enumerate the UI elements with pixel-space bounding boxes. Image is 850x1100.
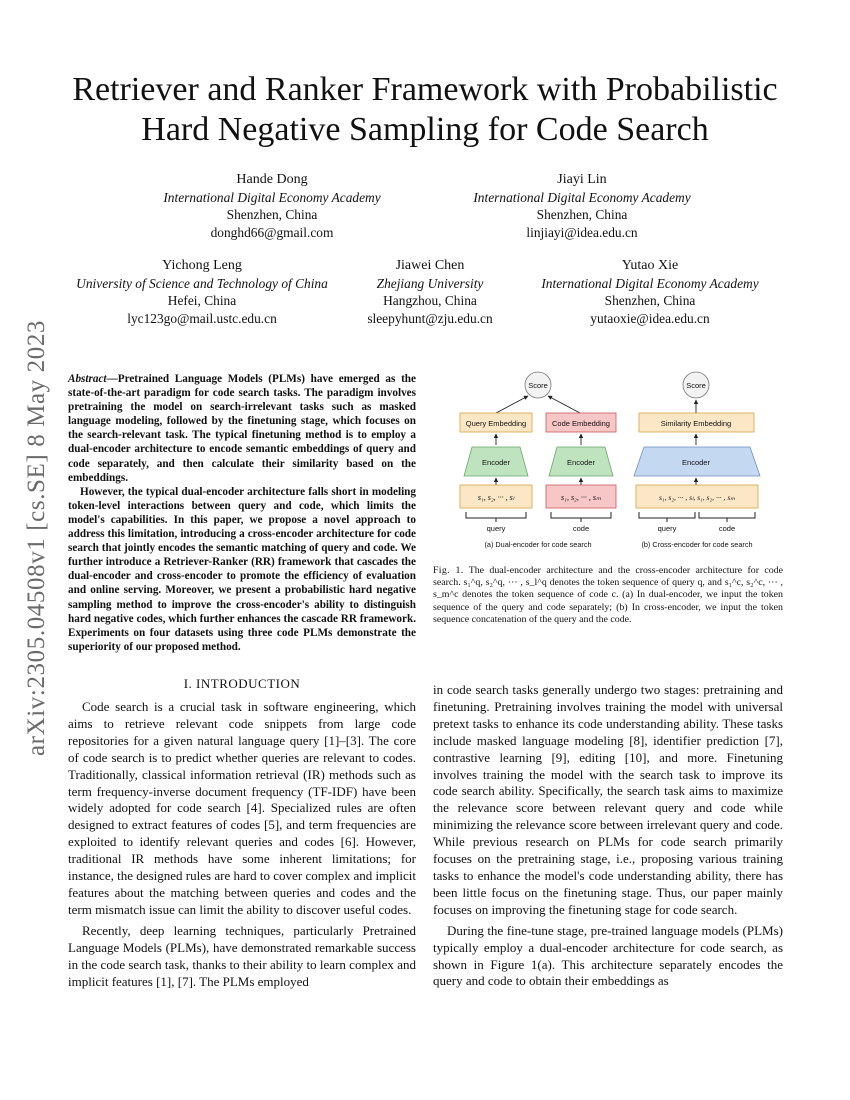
figure-caption xyxy=(433,565,783,626)
intro-right-paragraph-2: During the fine-tune stage, pre-trained language models (PLMs) typically employ a dual-encoder architecture for code search, as shown in Figure 1(a). This architecture separately encodes the query and code to obtain their embeddings as xyxy=(433,922,783,989)
intro-paragraph-2: Recently, deep learning techniques, particularly Pretrained Language Models (PLMs), have demonstrated remarkable success in the code search task, thanks to their ability to learn complex and implicit features [1], [7]. The PLMs employed xyxy=(68,922,416,989)
author-location: Shenzhen, China xyxy=(536,207,628,222)
concat-token-sequence: s₁, s₂, ··· , sₗ, s₁, s₂, ··· , sₘ xyxy=(658,493,736,502)
title-line-1: Retriever and Ranker Framework with Probabilistic xyxy=(72,71,778,108)
author-location: Hangzhou, China xyxy=(383,293,477,308)
author-block xyxy=(510,257,790,327)
intro-left-column xyxy=(68,699,416,994)
query-encoder-label: Encoder xyxy=(482,458,510,467)
code-encoder-label: Encoder xyxy=(567,458,595,467)
author-name: Hande Dong xyxy=(236,172,308,187)
intro-paragraph-1: Code search is a crucial task in software engineering, which aims to retrieve relevant code snippets from large code repositories for a given natural language query [1]–[3]. The core of code search is to predict whether queries are relevant to codes. Traditionally, classical information retrieval (IR) methods such as term frequency-inverse document frequency (TF-IDF) have been widely adopted for code search [4]. Specialized rules are often designed to extract features of codes [5], and term frequencies are exploited to identify relevant queries and codes [6]. However, traditional IR methods have some inherent limitations; for instance, the designed rules are hard to cover complex and implicit features about the matching between queries and codes and the term mismatch issue can limit the ability to discover useful codes. xyxy=(68,699,416,917)
arxiv-stamp xyxy=(22,298,52,778)
code-label-b: code xyxy=(718,524,736,533)
query-token-sequence: s₁, s₂, ··· , sₗ xyxy=(477,493,515,502)
code-token-sequence: s₁, s₂, ··· , sₘ xyxy=(561,493,601,502)
author-name: Yutao Xie xyxy=(621,258,679,273)
code-label-a: code xyxy=(572,524,590,533)
title-line-2: Hard Negative Sampling for Code Search xyxy=(141,111,709,148)
author-block xyxy=(62,257,342,327)
section-heading: I. INTRODUCTION xyxy=(183,676,301,691)
query-label-a: query xyxy=(486,524,506,533)
author-affiliation: Zhejiang University xyxy=(376,275,484,291)
paper-title xyxy=(0,70,850,150)
author-affiliation: International Digital Economy Academy xyxy=(541,275,759,291)
abstract-paragraph-2: However, the typical dual-encoder architecture falls short in modeling token-level interactions between query and code, which limits the model's capabilities. In this paper, we propose a novel approach to address this limitation, introducing a cross-encoder architecture for code search that jointly encodes the semantic matching of query and code. We further introduce a Retriever-Ranker (RR) framework that cascades the dual-encoder and cross-encoder to promote the efficiency of evaluation and online serving. Moreover, we present a probabilistic hard negative sampling method to improve the cross-encoder's ability to distinguish hard negative codes, which further enhances the cascade RR framework. Experiments on four datasets using three code PLMs demonstrate the superiority of our proposed method. xyxy=(68,485,416,653)
author-block xyxy=(432,171,732,241)
similarity-embedding-label: Similarity Embedding xyxy=(660,419,732,428)
author-location: Shenzhen, China xyxy=(604,293,696,308)
author-affiliation: University of Science and Technology of China xyxy=(76,275,328,291)
author-block xyxy=(122,171,422,241)
query-embedding-label: Query Embedding xyxy=(465,419,527,428)
author-email: sleepyhunt@zju.edu.cn xyxy=(367,310,493,326)
abstract-lead: Abstract xyxy=(68,373,107,385)
score-label-a: Score xyxy=(528,381,548,390)
abstract xyxy=(68,372,416,654)
figure-architecture xyxy=(448,368,783,554)
author-email: donghd66@gmail.com xyxy=(210,224,334,240)
author-location: Hefei, China xyxy=(167,293,237,308)
author-email: yutaoxie@idea.edu.cn xyxy=(590,310,710,326)
subfigure-a-label: (a) Dual-encoder for code search xyxy=(484,540,592,549)
code-embedding-label: Code Embedding xyxy=(552,419,610,428)
caption-label: Fig. 1. xyxy=(433,565,464,576)
intro-right-paragraph-1: in code search tasks generally undergo two stages: pretraining and finetuning. Pretraining involves training the model with universal pretext tasks to enhance its code understanding ability. These tasks include masked language modeling [8], identifier prediction [7], contrastive learning [9], editing [10], and more. Finetuning involves training the model with the search task to improve its code search ability. Specifically, the search task aims to maximize the relevance score between relevant query and code while minimizing the relevance score between irrelevant query and code. While previous research on PLMs for code search primarily focuses on the pretraining stage, i.e., proposing various training tasks to enhance the model's code understanding ability, there has been little focus on the finetuning stage. Thus, our paper mainly focuses on improving the finetuning stage for code search. xyxy=(433,682,783,917)
intro-right-column xyxy=(433,682,783,994)
author-affiliation: International Digital Economy Academy xyxy=(163,189,381,205)
author-location: Shenzhen, China xyxy=(226,207,318,222)
cross-encoder-label: Encoder xyxy=(682,458,710,467)
author-email: linjiayi@idea.edu.cn xyxy=(526,224,638,240)
author-name: Jiayi Lin xyxy=(557,172,607,187)
abstract-paragraph-1: —Pretrained Language Models (PLMs) have emerged as the state-of-the-art paradigm for code search tasks. The paradigm involves pretraining the model on search-irrelevant tasks such as masked language modeling, followed by the finetuning stage, which focuses on the search-relevant task. The typical finetuning method is to employ a dual-encoder architecture to encode semantic embeddings of query and code separately, and then calculate their similarity based on the embeddings. xyxy=(68,373,416,484)
author-email: lyc123go@mail.ustc.edu.cn xyxy=(127,310,277,326)
author-name: Yichong Leng xyxy=(162,258,242,273)
author-affiliation: International Digital Economy Academy xyxy=(473,189,691,205)
subfigure-b-label: (b) Cross-encoder for code search xyxy=(641,540,753,549)
score-label-b: Score xyxy=(686,381,706,390)
author-block xyxy=(345,257,515,327)
query-label-b: query xyxy=(657,524,677,533)
author-name: Jiawei Chen xyxy=(395,258,465,273)
arxiv-stamp-text: arXiv:2305.04508v1 [cs.SE] 8 May 2023 xyxy=(23,319,50,757)
caption-text: The dual-encoder architecture and the cross-encoder architecture for code search. s₁^q, s₂^q, ··· , s_l^q denotes the token sequence of query q, and s₁^c, s₂^c, ··· , s_m^c denotes the token sequence of code c. (a) In dual-encoder, we input the token sequence of the query and code separately; (b) In cross-encoder, we input the token sequence concatenation of the query and the code. xyxy=(433,565,783,625)
